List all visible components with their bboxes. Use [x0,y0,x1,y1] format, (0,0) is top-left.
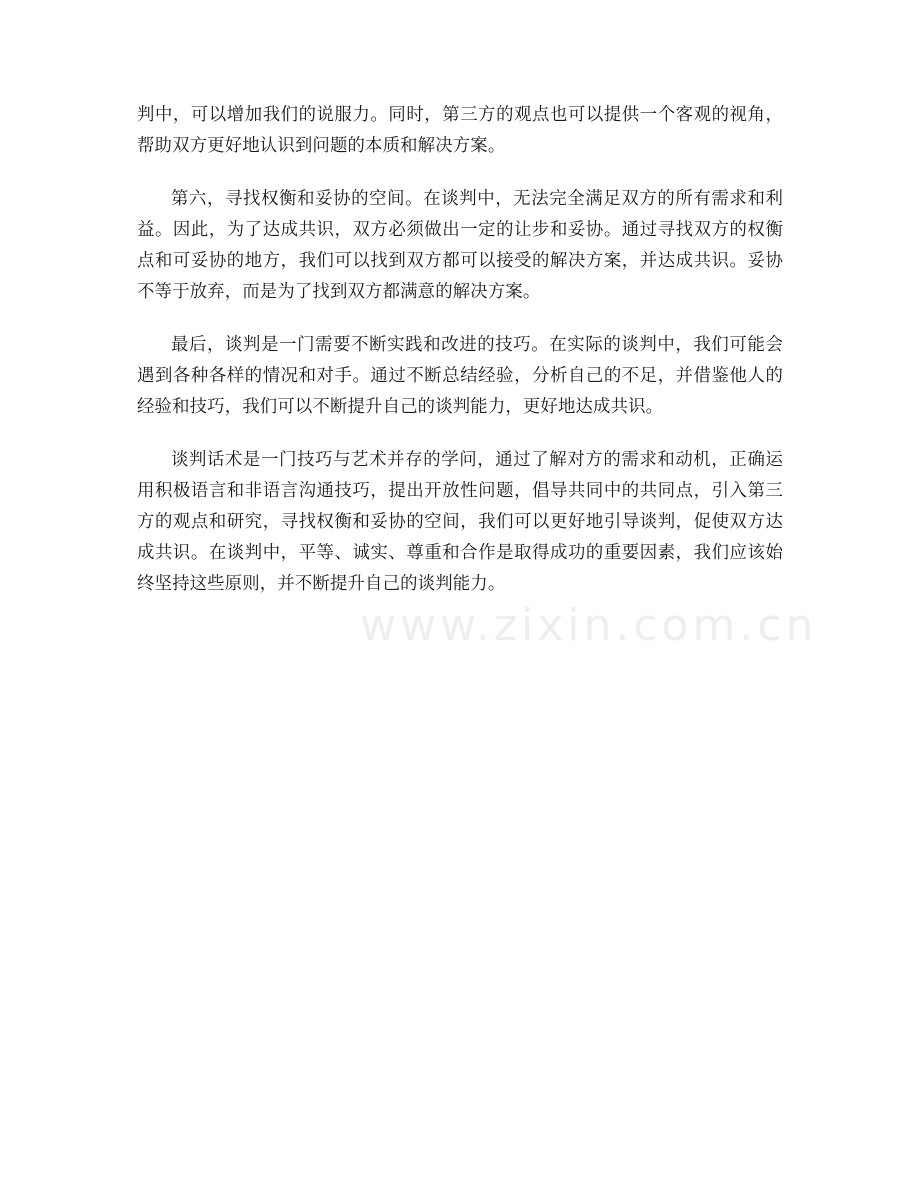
paragraph-1: 判中，可以增加我们的说服力。同时，第三方的观点也可以提供一个客观的视角，帮助双方更好地认识到问题的本质和解决方案。 [137,105,783,156]
paragraph-3: 最后，谈判是一门需要不断实践和改进的技巧。在实际的谈判中，我们可能会遇到各种各样的情况和对手。通过不断总结经验，分析自己的不足，并借鉴他人的经验和技巧，我们可以不断提升自己的谈判能力，更好地达成共识。 [137,335,783,417]
paragraph-4: 谈判话术是一门技巧与艺术并存的学问，通过了解对方的需求和动机，正确运用积极语言和非语言沟通技巧，提出开放性问题，倡导共同中的共同点，引入第三方的观点和研究，寻找权衡和妥协的空间，我们可以更好地引导谈判，促使双方达成共识。在谈判中，平等、诚实、尊重和合作是取得成功的重要因素，我们应该始终坚持这些原则，并不断提升自己的谈判能力。 [137,450,783,594]
document-body [137,100,783,622]
paragraph-2: 第六，寻找权衡和妥协的空间。在谈判中，无法完全满足双方的所有需求和利益。因此，为了达成共识，双方必须做出一定的让步和妥协。通过寻找双方的权衡点和可妥协的地方，我们可以找到双方都可以接受的解决方案，并达成共识。妥协不等于放弃，而是为了找到双方都满意的解决方案。 [137,189,783,302]
watermark: www.zixin.com.cn [360,600,818,651]
